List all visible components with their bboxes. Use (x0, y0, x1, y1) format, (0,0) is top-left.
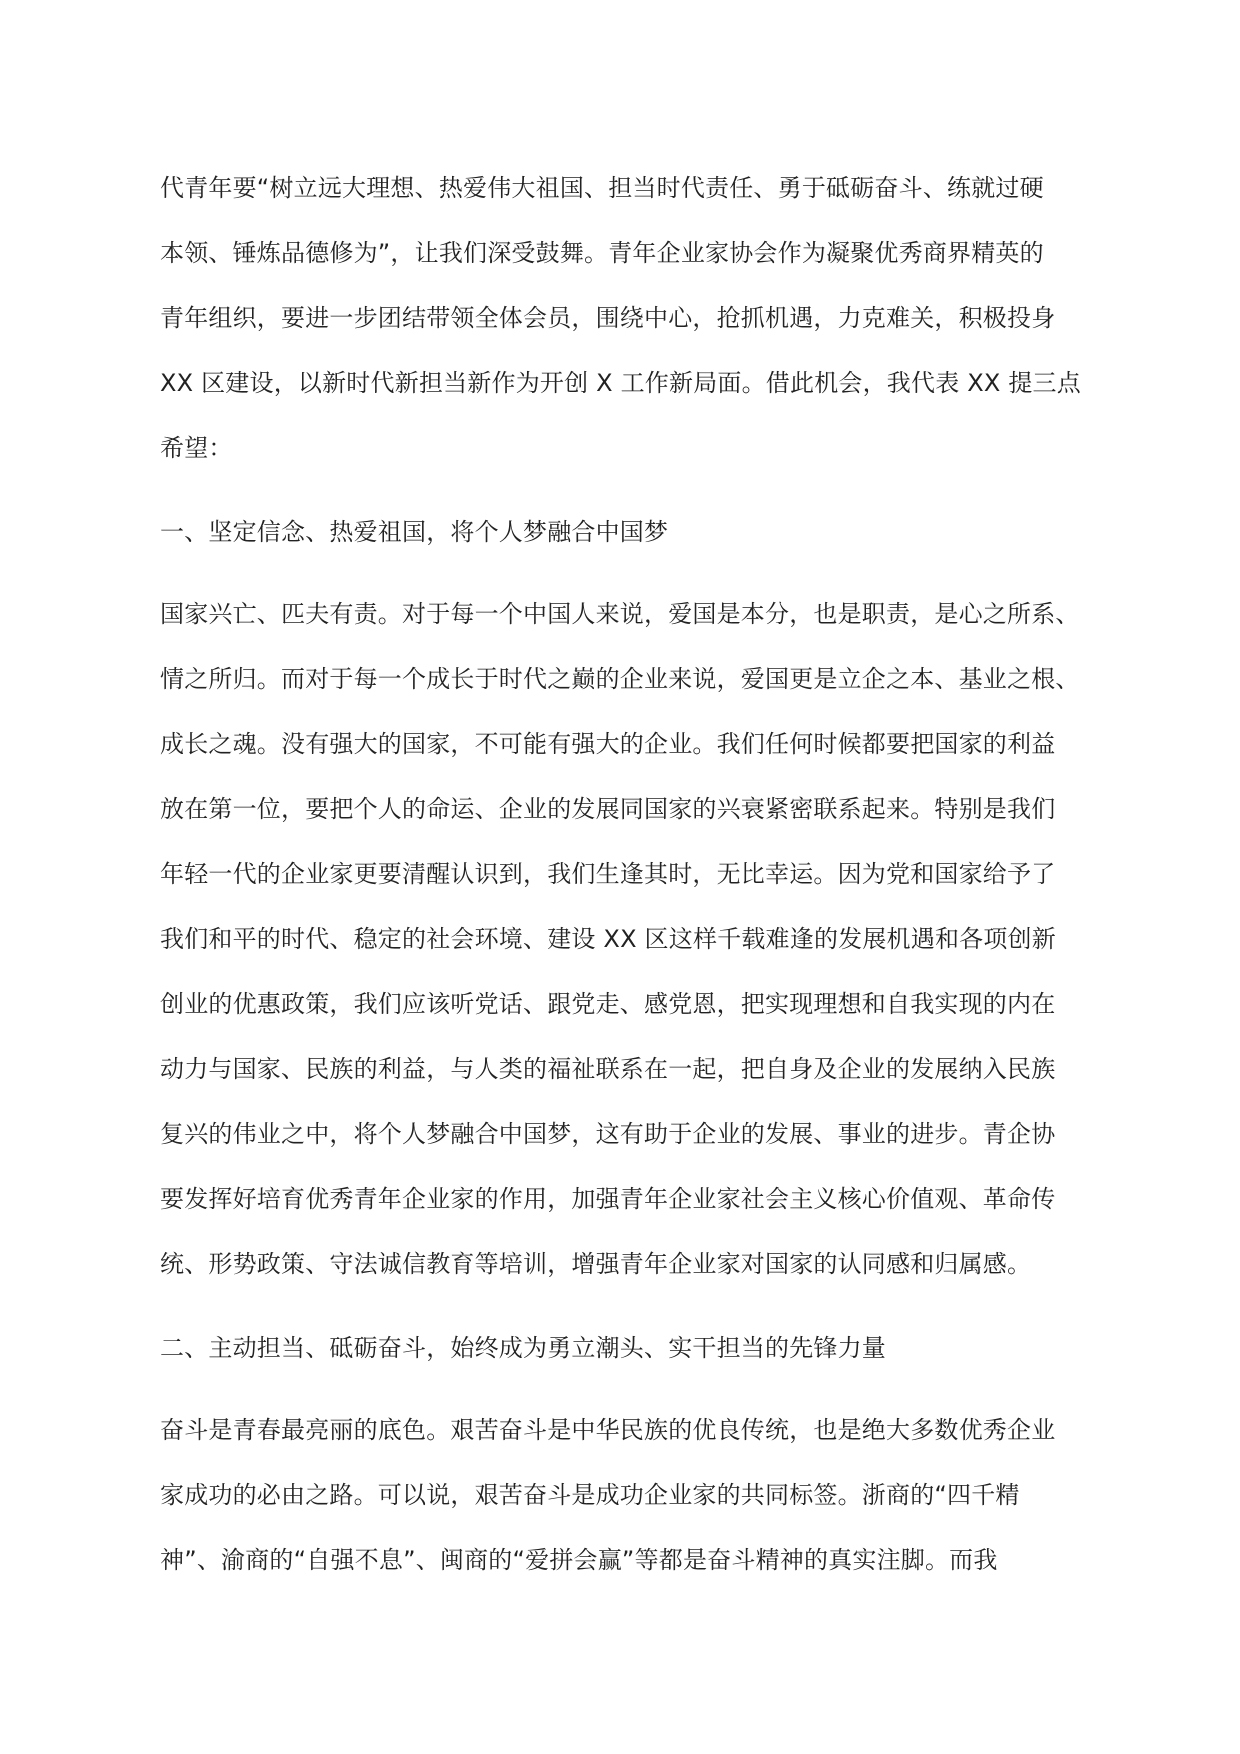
section-heading: 二、主动担当、砥砺奋斗，始终成为勇立潮头、实干担当的先锋力量 (160, 1334, 886, 1362)
paragraph-line: 要发挥好培育优秀青年企业家的作用，加强青年企业家社会主义核心价值观、革命传 (160, 1185, 1056, 1213)
paragraph-line: 统、形势政策、守法诚信教育等培训，增强青年企业家对国家的认同感和归属感。 (160, 1250, 1032, 1278)
paragraph-line: 国家兴亡、匹夫有责。对于每一个中国人来说，爱国是本分，也是职责，是心之所系、 (160, 600, 1080, 628)
section-heading: 一、坚定信念、热爱祖国，将个人梦融合中国梦 (160, 518, 669, 546)
paragraph-line: 本领、锤炼品德修为”，让我们深受鼓舞。青年企业家协会作为凝聚优秀商界精英的 (160, 239, 1044, 267)
paragraph-line: 神”、渝商的“自强不息”、闽商的“爱拼会赢”等都是奋斗精神的真实注脚。而我 (160, 1546, 998, 1574)
paragraph-line: 家成功的必由之路。可以说，艰苦奋斗是成功企业家的共同标签。浙商的“四千精 (160, 1481, 1020, 1509)
paragraph-line: 成长之魂。没有强大的国家，不可能有强大的企业。我们任何时候都要把国家的利益 (160, 730, 1056, 758)
paragraph-line: 我们和平的时代、稳定的社会环境、建设 XX 区这样千载难逢的发展机遇和各项创新 (160, 925, 1056, 953)
paragraph-line: 年轻一代的企业家更要清醒认识到，我们生逢其时，无比幸运。因为党和国家给予了 (160, 860, 1056, 888)
paragraph-line: 奋斗是青春最亮丽的底色。艰苦奋斗是中华民族的优良传统，也是绝大多数优秀企业 (160, 1416, 1056, 1444)
paragraph-line: 复兴的伟业之中，将个人梦融合中国梦，这有助于企业的发展、事业的进步。青企协 (160, 1120, 1056, 1148)
paragraph-line: 情之所归。而对于每一个成长于时代之巅的企业来说，爱国更是立企之本、基业之根、 (160, 665, 1080, 693)
paragraph-line: 动力与国家、民族的利益，与人类的福祉联系在一起，把自身及企业的发展纳入民族 (160, 1055, 1056, 1083)
paragraph-line: 创业的优惠政策，我们应该听党话、跟党走、感党恩，把实现理想和自我实现的内在 (160, 990, 1056, 1018)
paragraph-line: 代青年要“树立远大理想、热爱伟大祖国、担当时代责任、勇于砥砺奋斗、练就过硬 (160, 174, 1044, 202)
paragraph-line: 青年组织，要进一步团结带领全体会员，围绕中心，抢抓机遇，力克难关，积极投身 (160, 304, 1056, 332)
paragraph-line: 放在第一位，要把个人的命运、企业的发展同国家的兴衰紧密联系起来。特别是我们 (160, 795, 1056, 823)
paragraph-line: 希望： (160, 434, 233, 462)
paragraph-line: XX 区建设，以新时代新担当新作为开创 X 工作新局面。借此机会，我代表 XX 提三点 (160, 369, 1081, 397)
